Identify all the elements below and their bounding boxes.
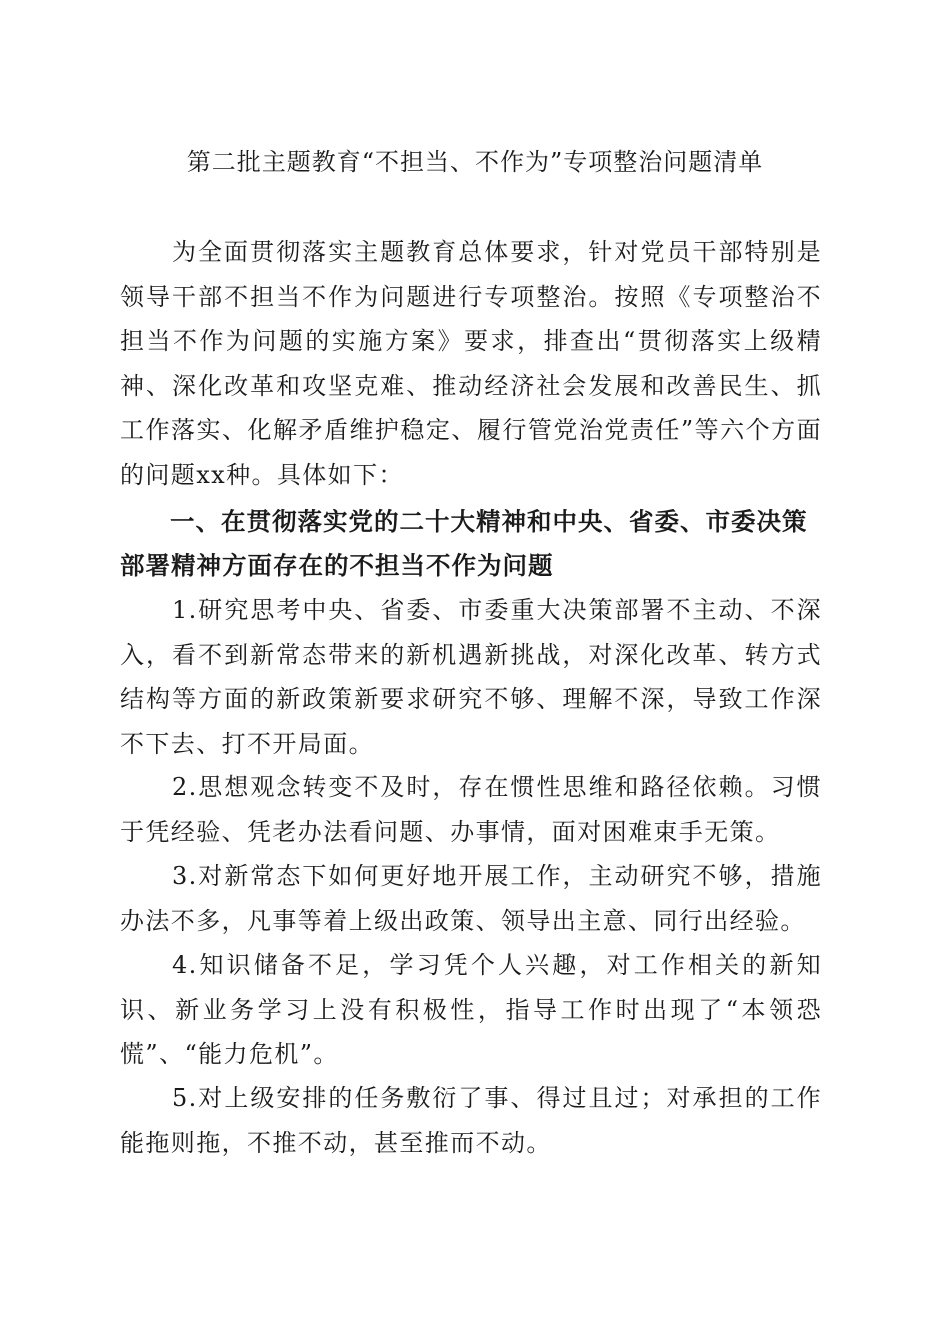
list-item: 3.对新常态下如何更好地开展工作，主动研究不够，措施办法不多，凡事等着上级出政策、领导出主意、同行出经验。 <box>120 862 822 935</box>
list-item: 4.知识储备不足，学习凭个人兴趣，对工作相关的新知识、新业务学习上没有积极性，指导工作时出现了“本领恐慌”、“能力危机”。 <box>120 951 822 1069</box>
list-item: 2.思想观念转变不及时，存在惯性思维和路径依赖。习惯于凭经验、凭老办法看问题、办事情，面对困难束手无策。 <box>120 773 822 846</box>
document-title: 第二批主题教育“不担当、不作为”专项整治问题清单 <box>186 148 764 176</box>
intro-paragraph: 为全面贯彻落实主题教育总体要求，针对党员干部特别是领导干部不担当不作为问题进行专项整治。按照《专项整治不担当不作为问题的实施方案》要求，排查出“贯彻落实上级精神、深化改革和攻坚克难、推动经济社会发展和改善民生、抓工作落实、化解矛盾维护稳定、履行管党治党责任”等六个方面的问题xx种。具体如下： <box>120 238 822 489</box>
section-heading: 一、在贯彻落实党的二十大精神和中央、省委、市委决策部署精神方面存在的不担当不作为问题 <box>120 507 808 580</box>
list-item: 1.研究思考中央、省委、市委重大决策部署不主动、不深入，看不到新常态带来的新机遇新挑战，对深化改革、转方式结构等方面的新政策新要求研究不够、理解不深，导致工作深不下去、打不开局面。 <box>120 596 822 758</box>
list-item: 5.对上级安排的任务敷衍了事、得过且过；对承担的工作能拖则拖，不推不动，甚至推而不动。 <box>120 1084 822 1157</box>
